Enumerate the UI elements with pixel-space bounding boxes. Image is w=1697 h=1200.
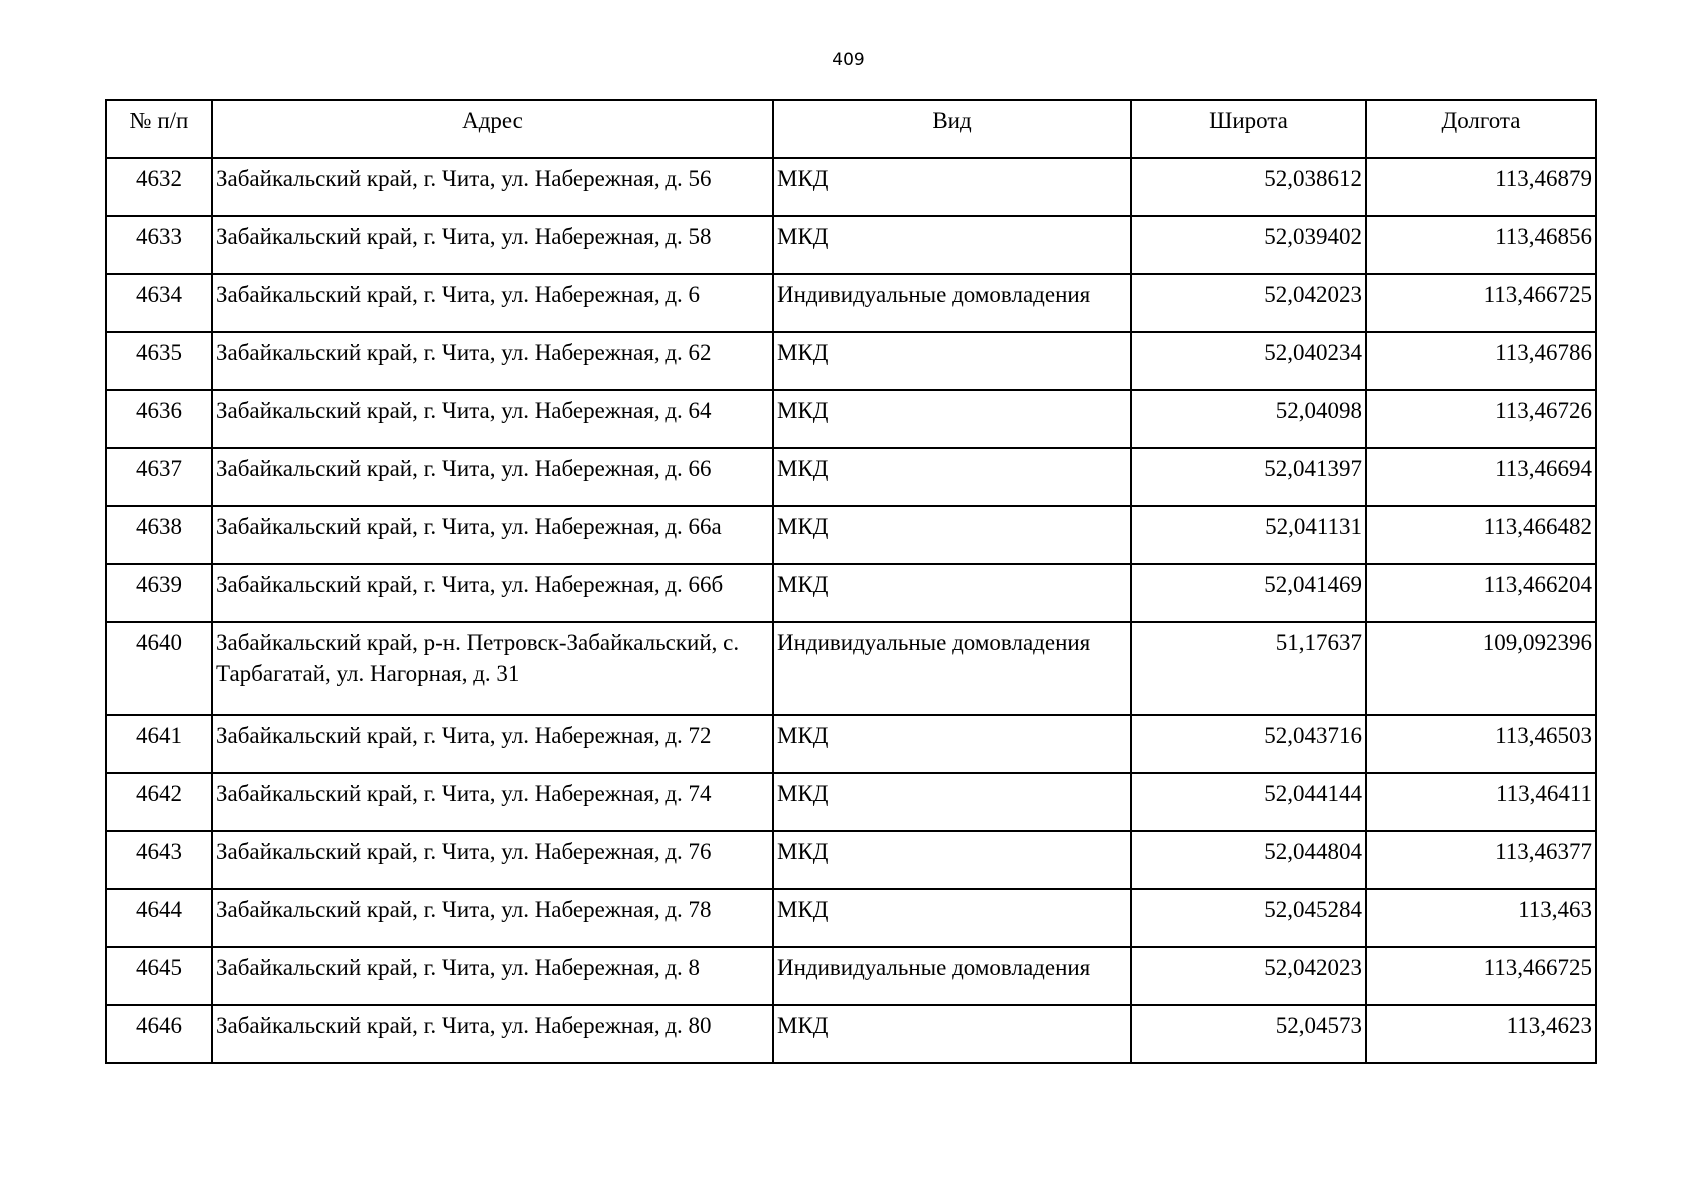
- cell-lon: 113,466482: [1366, 506, 1596, 564]
- cell-lat: 51,17637: [1131, 622, 1366, 715]
- cell-address: Забайкальский край, г. Чита, ул. Набережная, д. 76: [212, 831, 773, 889]
- cell-lat: 52,045284: [1131, 889, 1366, 947]
- cell-address: Забайкальский край, г. Чита, ул. Набережная, д. 74: [212, 773, 773, 831]
- cell-num: 4645: [106, 947, 212, 1005]
- cell-address: Забайкальский край, г. Чита, ул. Набережная, д. 72: [212, 715, 773, 773]
- cell-lon: 113,466204: [1366, 564, 1596, 622]
- cell-kind: МКД: [773, 390, 1131, 448]
- table-row: [106, 332, 1596, 390]
- header-lon: Долгота: [1366, 100, 1596, 158]
- cell-lon: 113,46503: [1366, 715, 1596, 773]
- cell-lat: 52,039402: [1131, 216, 1366, 274]
- cell-address: Забайкальский край, г. Чита, ул. Набережная, д. 66а: [212, 506, 773, 564]
- cell-lon: 113,46694: [1366, 448, 1596, 506]
- cell-lat: 52,043716: [1131, 715, 1366, 773]
- header-address: Адрес: [212, 100, 773, 158]
- table-row: [106, 158, 1596, 216]
- cell-lon: 109,092396: [1366, 622, 1596, 715]
- cell-lon: 113,46411: [1366, 773, 1596, 831]
- cell-address: Забайкальский край, г. Чита, ул. Набережная, д. 56: [212, 158, 773, 216]
- cell-address: Забайкальский край, г. Чита, ул. Набережная, д. 80: [212, 1005, 773, 1063]
- table-row: [106, 773, 1596, 831]
- cell-lon: 113,46726: [1366, 390, 1596, 448]
- table-header-row: [106, 100, 1596, 158]
- cell-kind: МКД: [773, 715, 1131, 773]
- cell-num: 4644: [106, 889, 212, 947]
- cell-kind: МКД: [773, 332, 1131, 390]
- table-row: [106, 1005, 1596, 1063]
- cell-lon: 113,46786: [1366, 332, 1596, 390]
- table-row: [106, 448, 1596, 506]
- cell-kind: МКД: [773, 216, 1131, 274]
- cell-lat: 52,044804: [1131, 831, 1366, 889]
- cell-lon: 113,46879: [1366, 158, 1596, 216]
- cell-num: 4639: [106, 564, 212, 622]
- cell-lon: 113,4623: [1366, 1005, 1596, 1063]
- cell-lon: 113,463: [1366, 889, 1596, 947]
- cell-kind: МКД: [773, 158, 1131, 216]
- cell-num: 4633: [106, 216, 212, 274]
- cell-kind: Индивидуальные домовладения: [773, 622, 1131, 715]
- cell-kind: МКД: [773, 1005, 1131, 1063]
- cell-address: Забайкальский край, г. Чита, ул. Набережная, д. 66: [212, 448, 773, 506]
- cell-lat: 52,041469: [1131, 564, 1366, 622]
- table-row: [106, 947, 1596, 1005]
- table-row: [106, 216, 1596, 274]
- cell-num: 4646: [106, 1005, 212, 1063]
- cell-kind: Индивидуальные домовладения: [773, 274, 1131, 332]
- cell-lon: 113,466725: [1366, 274, 1596, 332]
- cell-num: 4643: [106, 831, 212, 889]
- cell-kind: МКД: [773, 831, 1131, 889]
- cell-lon: 113,46377: [1366, 831, 1596, 889]
- cell-kind: МКД: [773, 564, 1131, 622]
- cell-kind: МКД: [773, 773, 1131, 831]
- cell-num: 4642: [106, 773, 212, 831]
- header-lat: Широта: [1131, 100, 1366, 158]
- cell-address: Забайкальский край, г. Чита, ул. Набережная, д. 66б: [212, 564, 773, 622]
- cell-lat: 52,04098: [1131, 390, 1366, 448]
- cell-num: 4638: [106, 506, 212, 564]
- cell-address: Забайкальский край, г. Чита, ул. Набережная, д. 8: [212, 947, 773, 1005]
- table-row: [106, 390, 1596, 448]
- cell-lat: 52,041397: [1131, 448, 1366, 506]
- table-row: [106, 622, 1596, 715]
- table-row: [106, 715, 1596, 773]
- cell-address: Забайкальский край, г. Чита, ул. Набережная, д. 62: [212, 332, 773, 390]
- cell-kind: МКД: [773, 889, 1131, 947]
- table-row: [106, 889, 1596, 947]
- cell-kind: МКД: [773, 506, 1131, 564]
- cell-num: 4634: [106, 274, 212, 332]
- cell-lon: 113,466725: [1366, 947, 1596, 1005]
- cell-lat: 52,041131: [1131, 506, 1366, 564]
- header-kind: Вид: [773, 100, 1131, 158]
- address-table: [105, 99, 1597, 1064]
- header-num: № п/п: [106, 100, 212, 158]
- cell-num: 4641: [106, 715, 212, 773]
- page-number: 409: [832, 50, 865, 70]
- table-row: [106, 506, 1596, 564]
- table-row: [106, 564, 1596, 622]
- cell-address: Забайкальский край, г. Чита, ул. Набережная, д. 64: [212, 390, 773, 448]
- table-row: [106, 274, 1596, 332]
- cell-lat: 52,042023: [1131, 947, 1366, 1005]
- cell-address: Забайкальский край, г. Чита, ул. Набережная, д. 6: [212, 274, 773, 332]
- cell-address: Забайкальский край, г. Чита, ул. Набережная, д. 78: [212, 889, 773, 947]
- cell-address: Забайкальский край, г. Чита, ул. Набережная, д. 58: [212, 216, 773, 274]
- cell-lat: 52,044144: [1131, 773, 1366, 831]
- cell-lat: 52,040234: [1131, 332, 1366, 390]
- cell-num: 4636: [106, 390, 212, 448]
- cell-kind: МКД: [773, 448, 1131, 506]
- cell-num: 4640: [106, 622, 212, 715]
- cell-lat: 52,042023: [1131, 274, 1366, 332]
- cell-lon: 113,46856: [1366, 216, 1596, 274]
- cell-kind: Индивидуальные домовладения: [773, 947, 1131, 1005]
- cell-num: 4637: [106, 448, 212, 506]
- cell-lat: 52,04573: [1131, 1005, 1366, 1063]
- cell-lat: 52,038612: [1131, 158, 1366, 216]
- cell-address: Забайкальский край, р-н. Петровск-Забайкальский, с. Тарбагатай, ул. Нагорная, д. 31: [212, 622, 773, 715]
- cell-num: 4632: [106, 158, 212, 216]
- table-row: [106, 831, 1596, 889]
- cell-num: 4635: [106, 332, 212, 390]
